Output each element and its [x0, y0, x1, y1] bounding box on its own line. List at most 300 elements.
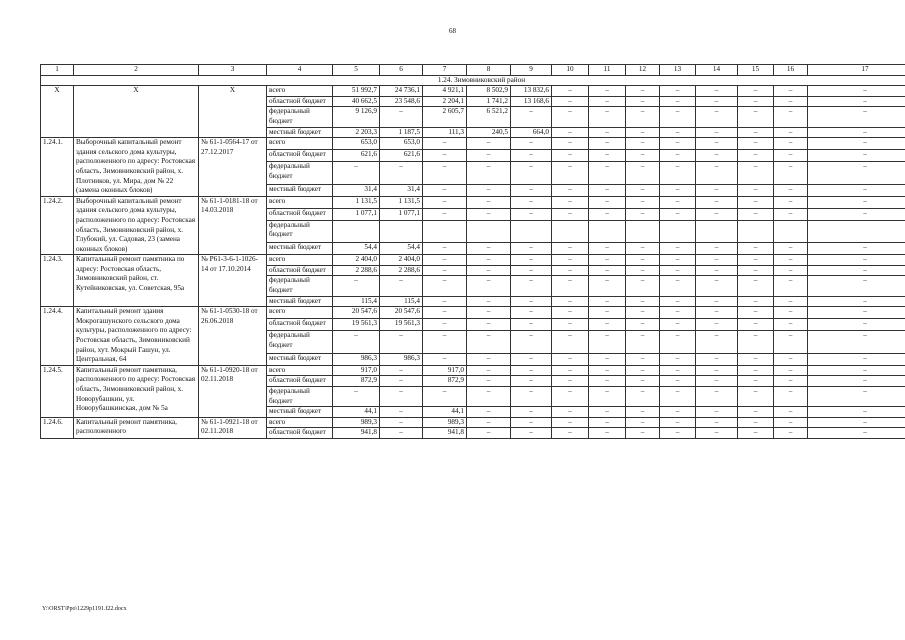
section-title-row — [41, 75, 905, 86]
empty-year-cell: – — [696, 265, 738, 276]
amount-cell: 44,1 — [423, 407, 467, 418]
amount-cell — [380, 220, 423, 243]
item-id: 1.24.5. — [41, 365, 74, 417]
empty-year-cell: – — [552, 365, 589, 376]
amount-cell: 2 404,0 — [380, 255, 423, 266]
amount-cell: – — [511, 138, 552, 150]
empty-year-cell: – — [774, 353, 808, 365]
empty-year-cell: – — [774, 265, 808, 276]
empty-year-cell: – — [808, 138, 905, 150]
funding-source: местный бюджет — [267, 243, 333, 255]
empty-year-cell: – — [660, 150, 696, 162]
empty-year-cell: – — [696, 296, 738, 307]
amount-cell: – — [380, 331, 423, 354]
amount-cell: – — [511, 387, 552, 407]
table-row — [41, 138, 905, 150]
empty-year-cell: – — [774, 86, 808, 97]
empty-year-cell: – — [696, 243, 738, 255]
item-name: Капитальный ремонт памятника, расположенного — [74, 417, 199, 438]
empty-year-cell: – — [808, 307, 905, 319]
empty-year-cell: – — [774, 387, 808, 407]
empty-year-cell: – — [589, 353, 626, 365]
empty-year-cell: – — [808, 365, 905, 376]
empty-year-cell: – — [552, 162, 589, 185]
amount-cell: 240,5 — [467, 127, 511, 138]
empty-year-cell: – — [808, 255, 905, 266]
empty-year-cell: – — [738, 107, 774, 127]
empty-year-cell: – — [696, 417, 738, 428]
empty-year-cell: – — [696, 428, 738, 439]
amount-cell: – — [511, 255, 552, 266]
column-number: 12 — [626, 65, 660, 76]
amount-cell: 31,4 — [380, 184, 423, 196]
item-id: 1.24.2. — [41, 196, 74, 255]
empty-year-cell: – — [696, 96, 738, 107]
item-name: Капитальный ремонт памятника по адресу: Ростовская область, Зимовниковский район, ст. Кутейниковская, ул. Советская, 95а — [74, 255, 199, 307]
amount-cell: – — [511, 196, 552, 208]
amount-cell: 1 077,1 — [380, 208, 423, 220]
amount-cell: 111,3 — [423, 127, 467, 138]
empty-year-cell: – — [552, 407, 589, 418]
empty-year-cell: – — [552, 138, 589, 150]
amount-cell: 1 131,5 — [333, 196, 380, 208]
empty-year-cell: – — [626, 428, 660, 439]
empty-year-cell: – — [626, 138, 660, 150]
empty-year-cell: – — [552, 331, 589, 354]
funding-source: областной бюджет — [267, 428, 333, 439]
item-doc: № Р61-3-6-1-1026-14 от 17.10.2014 — [199, 255, 267, 307]
empty-year-cell: – — [774, 296, 808, 307]
empty-year-cell: – — [552, 96, 589, 107]
empty-year-cell: – — [552, 107, 589, 127]
empty-year-cell: – — [808, 265, 905, 276]
funding-source: местный бюджет — [267, 184, 333, 196]
amount-cell: – — [467, 319, 511, 331]
amount-cell: – — [511, 331, 552, 354]
empty-year-cell: – — [738, 243, 774, 255]
amount-cell: 13 832,6 — [511, 86, 552, 97]
amount-cell: 653,0 — [380, 138, 423, 150]
empty-year-cell: – — [626, 127, 660, 138]
table-row — [41, 365, 905, 376]
funding-source: федеральный бюджет — [267, 331, 333, 354]
empty-year-cell: – — [774, 96, 808, 107]
table-row — [41, 417, 905, 428]
empty-year-cell: – — [660, 353, 696, 365]
empty-year-cell: – — [696, 376, 738, 387]
amount-cell: 40 662,5 — [333, 96, 380, 107]
empty-year-cell: – — [808, 417, 905, 428]
empty-year-cell: – — [808, 331, 905, 354]
amount-cell: 664,0 — [511, 127, 552, 138]
funding-source: местный бюджет — [267, 353, 333, 365]
empty-year-cell: – — [774, 243, 808, 255]
amount-cell: 941,8 — [333, 428, 380, 439]
empty-year-cell: – — [552, 319, 589, 331]
empty-year-cell: – — [774, 127, 808, 138]
empty-year-cell: – — [696, 255, 738, 266]
column-number: 17 — [808, 65, 905, 76]
amount-cell: – — [511, 243, 552, 255]
column-number-row — [41, 65, 905, 76]
empty-year-cell: – — [738, 96, 774, 107]
empty-year-cell: – — [626, 107, 660, 127]
empty-year-cell: – — [626, 162, 660, 185]
empty-year-cell: – — [774, 331, 808, 354]
empty-year-cell: – — [738, 138, 774, 150]
amount-cell: 51 992,7 — [333, 86, 380, 97]
item-name: Х — [74, 86, 199, 138]
empty-year-cell: – — [738, 208, 774, 220]
empty-year-cell — [808, 220, 905, 243]
empty-year-cell: – — [808, 86, 905, 97]
empty-year-cell: – — [552, 307, 589, 319]
empty-year-cell: – — [626, 86, 660, 97]
amount-cell: – — [423, 276, 467, 296]
empty-year-cell: – — [626, 96, 660, 107]
empty-year-cell: – — [660, 387, 696, 407]
empty-year-cell: – — [626, 276, 660, 296]
amount-cell: – — [467, 255, 511, 266]
empty-year-cell: – — [738, 417, 774, 428]
empty-year-cell — [552, 220, 589, 243]
funding-source: федеральный бюджет — [267, 162, 333, 185]
amount-cell: – — [511, 428, 552, 439]
empty-year-cell: – — [696, 86, 738, 97]
empty-year-cell: – — [626, 243, 660, 255]
funding-source: областной бюджет — [267, 376, 333, 387]
amount-cell: 986,3 — [380, 353, 423, 365]
amount-cell: 54,4 — [380, 243, 423, 255]
empty-year-cell: – — [589, 331, 626, 354]
funding-source: местный бюджет — [267, 296, 333, 307]
amount-cell: – — [423, 208, 467, 220]
empty-year-cell: – — [738, 276, 774, 296]
amount-cell: 872,9 — [423, 376, 467, 387]
empty-year-cell: – — [660, 319, 696, 331]
empty-year-cell: – — [774, 196, 808, 208]
amount-cell: – — [467, 387, 511, 407]
empty-year-cell: – — [808, 150, 905, 162]
amount-cell: 653,0 — [333, 138, 380, 150]
empty-year-cell: – — [738, 196, 774, 208]
empty-year-cell: – — [808, 243, 905, 255]
empty-year-cell: – — [552, 387, 589, 407]
amount-cell: – — [423, 184, 467, 196]
empty-year-cell: – — [660, 376, 696, 387]
amount-cell: – — [511, 296, 552, 307]
amount-cell — [333, 220, 380, 243]
empty-year-cell: – — [774, 255, 808, 266]
empty-year-cell: – — [660, 276, 696, 296]
item-doc: № 61-1-0920-18 от 02.11.2018 — [199, 365, 267, 417]
item-doc: № 61-1-0921-18 от 02.11.2018 — [199, 417, 267, 438]
empty-year-cell: – — [696, 127, 738, 138]
amount-cell: – — [467, 276, 511, 296]
empty-year-cell: – — [774, 307, 808, 319]
empty-year-cell: – — [696, 365, 738, 376]
empty-year-cell: – — [626, 319, 660, 331]
empty-year-cell: – — [738, 162, 774, 185]
empty-year-cell: – — [738, 428, 774, 439]
amount-cell: – — [423, 387, 467, 407]
empty-year-cell: – — [660, 96, 696, 107]
empty-year-cell: – — [696, 150, 738, 162]
empty-year-cell: – — [738, 127, 774, 138]
funding-source: всего — [267, 417, 333, 428]
empty-year-cell: – — [696, 184, 738, 196]
funding-source: всего — [267, 86, 333, 97]
funding-source: областной бюджет — [267, 150, 333, 162]
amount-cell: 6 521,2 — [467, 107, 511, 127]
empty-year-cell: – — [589, 296, 626, 307]
empty-year-cell: – — [696, 307, 738, 319]
table-row — [41, 255, 905, 266]
item-name: Капитальный ремонт здания Мокрогашунского сельского дома культуры, расположенного по адресу: Ростовская область, Зимовниковский район, хут. Мокрый Гашун, ул. Центральная, 64 — [74, 307, 199, 366]
amount-cell: 621,6 — [333, 150, 380, 162]
empty-year-cell: – — [738, 265, 774, 276]
empty-year-cell: – — [774, 407, 808, 418]
amount-cell: – — [467, 407, 511, 418]
empty-year-cell — [738, 220, 774, 243]
empty-year-cell: – — [696, 107, 738, 127]
amount-cell: 44,1 — [333, 407, 380, 418]
empty-year-cell: – — [626, 296, 660, 307]
amount-cell: 917,0 — [423, 365, 467, 376]
table-row — [41, 196, 905, 208]
amount-cell: 1 187,5 — [380, 127, 423, 138]
amount-cell: – — [423, 353, 467, 365]
funding-source: всего — [267, 138, 333, 150]
item-id: Х — [41, 86, 74, 138]
amount-cell — [467, 220, 511, 243]
amount-cell: 1 131,5 — [380, 196, 423, 208]
amount-cell: – — [423, 307, 467, 319]
amount-cell: – — [423, 138, 467, 150]
empty-year-cell: – — [589, 243, 626, 255]
empty-year-cell: – — [774, 365, 808, 376]
empty-year-cell: – — [774, 138, 808, 150]
empty-year-cell: – — [808, 162, 905, 185]
amount-cell: – — [467, 296, 511, 307]
empty-year-cell — [660, 220, 696, 243]
item-name: Выборочный капитальный ремонт здания сельского дома культуры, расположенного по адресу: Ростовская область, Зимовниковский район, х. Глубокий, ул. Садовая, 23 (замена оконных блоков) — [74, 196, 199, 255]
amount-cell: – — [467, 365, 511, 376]
amount-cell: – — [511, 265, 552, 276]
empty-year-cell: – — [696, 276, 738, 296]
funding-source: областной бюджет — [267, 265, 333, 276]
empty-year-cell: – — [552, 353, 589, 365]
empty-year-cell: – — [696, 331, 738, 354]
empty-year-cell: – — [552, 150, 589, 162]
column-number: 8 — [467, 65, 511, 76]
amount-cell — [423, 220, 467, 243]
empty-year-cell: – — [696, 387, 738, 407]
amount-cell: 2 203,3 — [333, 127, 380, 138]
amount-cell: – — [511, 407, 552, 418]
amount-cell: 941,8 — [423, 428, 467, 439]
amount-cell: – — [423, 296, 467, 307]
amount-cell: – — [380, 376, 423, 387]
footer-path: Y:\ORST\Ppo\1229p1191.f22.docx — [42, 606, 127, 612]
empty-year-cell: – — [660, 417, 696, 428]
empty-year-cell: – — [589, 387, 626, 407]
funding-source: областной бюджет — [267, 319, 333, 331]
column-number: 10 — [552, 65, 589, 76]
column-number: 5 — [333, 65, 380, 76]
amount-cell: 989,3 — [333, 417, 380, 428]
amount-cell: – — [423, 255, 467, 266]
empty-year-cell: – — [738, 387, 774, 407]
empty-year-cell: – — [552, 265, 589, 276]
empty-year-cell: – — [589, 265, 626, 276]
empty-year-cell: – — [589, 255, 626, 266]
funding-source: местный бюджет — [267, 127, 333, 138]
item-name: Капитальный ремонт памятника, расположенного по адресу: Ростовская область, Зимовниковский район, х. Новорубашкин, ул. Новорубашкинская, дом № 5а — [74, 365, 199, 417]
empty-year-cell: – — [589, 138, 626, 150]
page-number: 68 — [449, 27, 456, 35]
amount-cell: 986,3 — [333, 353, 380, 365]
amount-cell: – — [423, 319, 467, 331]
empty-year-cell: – — [589, 307, 626, 319]
empty-year-cell: – — [552, 417, 589, 428]
empty-year-cell: – — [626, 265, 660, 276]
amount-cell: – — [467, 150, 511, 162]
empty-year-cell: – — [552, 428, 589, 439]
amount-cell: – — [423, 196, 467, 208]
amount-cell: 1 077,1 — [333, 208, 380, 220]
amount-cell: – — [423, 265, 467, 276]
empty-year-cell: – — [696, 208, 738, 220]
amount-cell: – — [511, 319, 552, 331]
empty-year-cell: – — [774, 184, 808, 196]
empty-year-cell: – — [808, 319, 905, 331]
empty-year-cell: – — [774, 150, 808, 162]
column-number: 2 — [74, 65, 199, 76]
empty-year-cell: – — [626, 150, 660, 162]
funding-source: федеральный бюджет — [267, 107, 333, 127]
empty-year-cell — [626, 220, 660, 243]
empty-year-cell: – — [626, 376, 660, 387]
amount-cell: 115,4 — [333, 296, 380, 307]
empty-year-cell: – — [696, 353, 738, 365]
empty-year-cell: – — [660, 296, 696, 307]
empty-year-cell: – — [626, 417, 660, 428]
empty-year-cell: – — [660, 428, 696, 439]
empty-year-cell — [774, 220, 808, 243]
amount-cell: – — [467, 331, 511, 354]
funding-source: областной бюджет — [267, 208, 333, 220]
empty-year-cell: – — [626, 353, 660, 365]
amount-cell: – — [467, 353, 511, 365]
amount-cell: – — [423, 243, 467, 255]
column-number: 4 — [267, 65, 333, 76]
empty-year-cell: – — [626, 331, 660, 354]
budget-table — [40, 64, 905, 439]
amount-cell: 2 404,0 — [333, 255, 380, 266]
amount-cell: – — [333, 387, 380, 407]
empty-year-cell: – — [738, 86, 774, 97]
column-number: 15 — [738, 65, 774, 76]
empty-year-cell: – — [660, 86, 696, 97]
amount-cell: 19 561,3 — [333, 319, 380, 331]
empty-year-cell: – — [589, 208, 626, 220]
amount-cell: – — [380, 162, 423, 185]
amount-cell: 2 288,6 — [380, 265, 423, 276]
amount-cell: – — [467, 196, 511, 208]
empty-year-cell: – — [808, 107, 905, 127]
empty-year-cell: – — [738, 376, 774, 387]
amount-cell: 23 548,6 — [380, 96, 423, 107]
item-id: 1.24.4. — [41, 307, 74, 366]
empty-year-cell: – — [626, 307, 660, 319]
empty-year-cell: – — [626, 387, 660, 407]
item-doc: Х — [199, 86, 267, 138]
amount-cell: 2 204,1 — [423, 96, 467, 107]
empty-year-cell: – — [589, 365, 626, 376]
amount-cell — [511, 220, 552, 243]
empty-year-cell: – — [808, 127, 905, 138]
funding-source: областной бюджет — [267, 96, 333, 107]
amount-cell: – — [511, 353, 552, 365]
amount-cell: – — [467, 376, 511, 387]
empty-year-cell: – — [660, 255, 696, 266]
amount-cell: 2 605,7 — [423, 107, 467, 127]
amount-cell: – — [380, 365, 423, 376]
amount-cell: – — [511, 417, 552, 428]
empty-year-cell: – — [808, 296, 905, 307]
amount-cell: 19 561,3 — [380, 319, 423, 331]
amount-cell: – — [333, 162, 380, 185]
column-number: 1 — [41, 65, 74, 76]
empty-year-cell: – — [738, 307, 774, 319]
empty-year-cell: – — [660, 107, 696, 127]
empty-year-cell: – — [589, 184, 626, 196]
empty-year-cell: – — [738, 331, 774, 354]
amount-cell: 20 547,6 — [333, 307, 380, 319]
column-number: 7 — [423, 65, 467, 76]
empty-year-cell: – — [738, 150, 774, 162]
funding-source: всего — [267, 255, 333, 266]
empty-year-cell: – — [589, 196, 626, 208]
empty-year-cell: – — [738, 296, 774, 307]
empty-year-cell: – — [738, 255, 774, 266]
empty-year-cell: – — [808, 196, 905, 208]
amount-cell: 621,6 — [380, 150, 423, 162]
amount-cell: 1 741,2 — [467, 96, 511, 107]
funding-source: местный бюджет — [267, 407, 333, 418]
amount-cell: – — [380, 428, 423, 439]
amount-cell: 54,4 — [333, 243, 380, 255]
empty-year-cell: – — [626, 365, 660, 376]
empty-year-cell: – — [696, 196, 738, 208]
amount-cell: – — [467, 208, 511, 220]
empty-year-cell: – — [660, 365, 696, 376]
amount-cell: – — [467, 265, 511, 276]
empty-year-cell: – — [626, 196, 660, 208]
empty-year-cell: – — [660, 138, 696, 150]
amount-cell: – — [467, 417, 511, 428]
empty-year-cell: – — [552, 86, 589, 97]
empty-year-cell: – — [589, 428, 626, 439]
empty-year-cell: – — [660, 243, 696, 255]
amount-cell: 4 921,1 — [423, 86, 467, 97]
amount-cell: – — [467, 184, 511, 196]
empty-year-cell: – — [774, 417, 808, 428]
column-number: 13 — [660, 65, 696, 76]
amount-cell: – — [467, 138, 511, 150]
empty-year-cell: – — [552, 376, 589, 387]
